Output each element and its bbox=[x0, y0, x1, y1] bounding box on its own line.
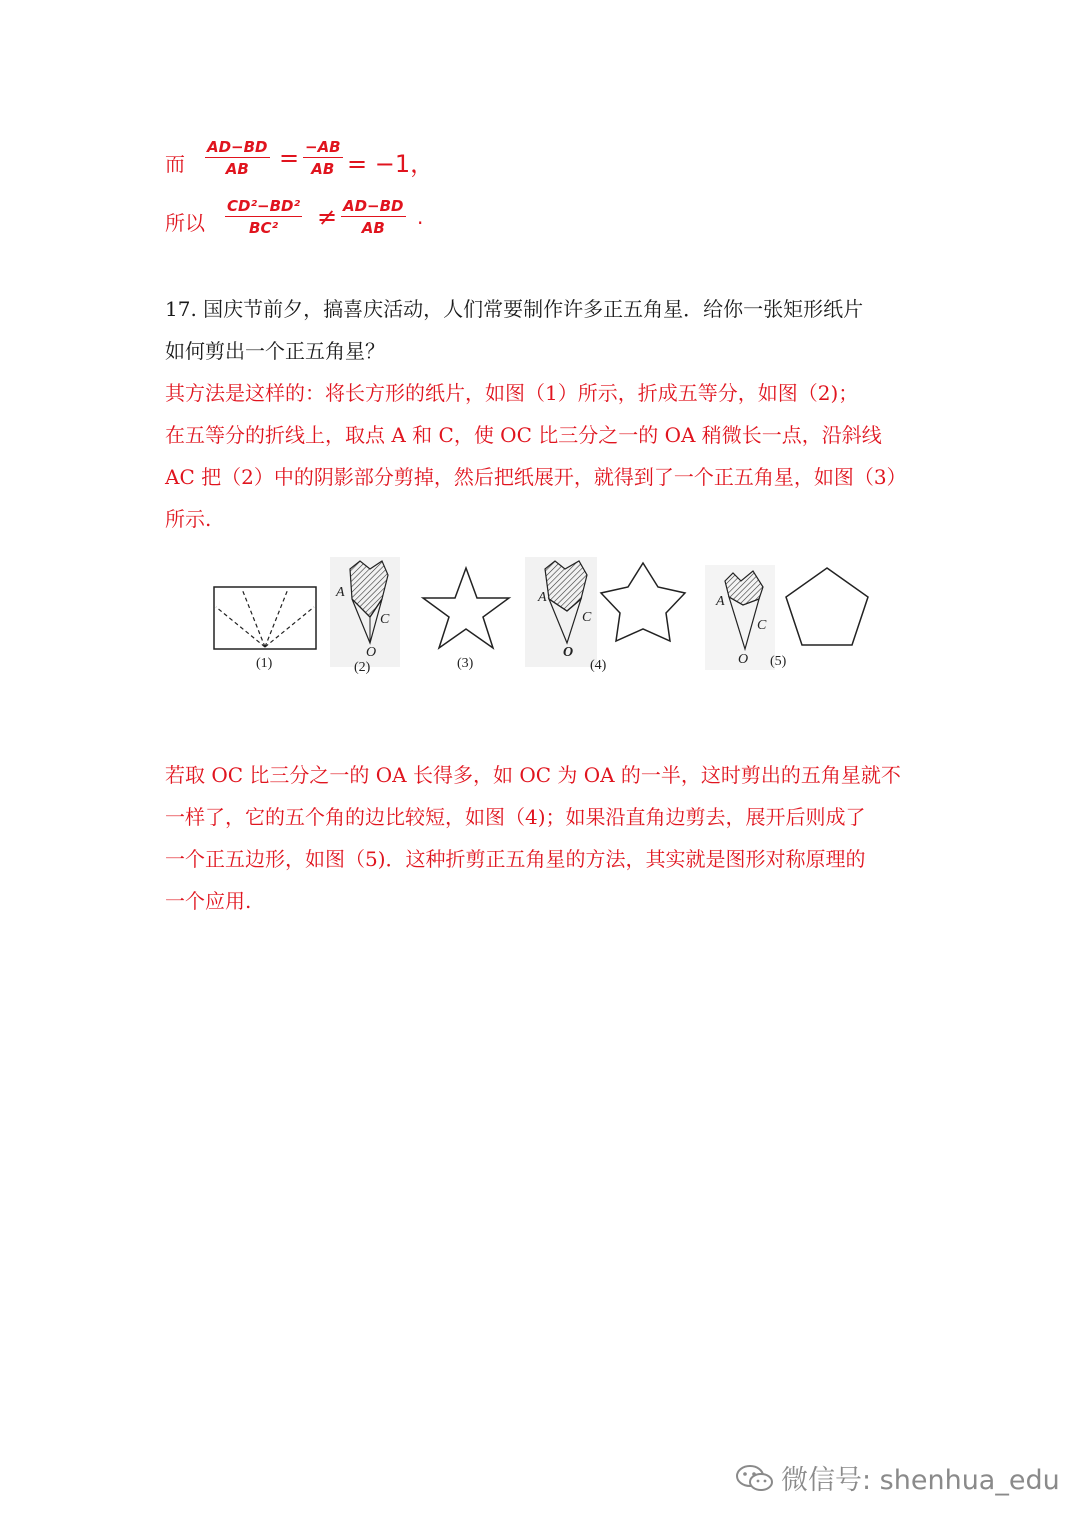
numerator: −AB bbox=[305, 138, 341, 156]
point-c-label: C bbox=[380, 612, 390, 627]
point-o-label: O bbox=[563, 645, 574, 660]
answer-paragraph-1 bbox=[165, 372, 925, 540]
figure-2-label: (2) bbox=[354, 660, 371, 675]
numerator: CD²−BD² bbox=[227, 197, 301, 215]
point-a-label: A bbox=[538, 590, 547, 605]
point-o-label: O bbox=[366, 645, 377, 660]
answer-2-line: 若取 OC 比三分之一的 OA 长得多，如 OC 为 OA 的一半，这时剪出的五角星就不 bbox=[165, 763, 901, 787]
answer-2-line: 一个正五边形，如图（5)．这种折剪正五角星的方法，其实就是图形对称原理的 bbox=[165, 847, 866, 871]
answer-1-line: 其方法是这样的：将长方形的纸片，如图（1）所示，折成五等分，如图（2)； bbox=[165, 381, 859, 405]
star-outline bbox=[423, 568, 509, 648]
formula-1-rhs: = −1， bbox=[347, 150, 435, 178]
denominator: AB bbox=[225, 160, 249, 178]
question-line-2: 如何剪出一个正五角星？ bbox=[165, 339, 385, 363]
numerator: AD−BD bbox=[207, 138, 268, 156]
point-a-label: A bbox=[336, 585, 345, 600]
point-c-label: C bbox=[757, 618, 767, 633]
point-a-label: A bbox=[716, 594, 725, 609]
formula-2-prefix: 所以 bbox=[165, 211, 205, 235]
point-c-label: C bbox=[582, 610, 592, 625]
answer-1-line: 所示. bbox=[165, 507, 212, 531]
formula-2-fraction-2 bbox=[341, 196, 406, 239]
figure-1-folded-rectangle bbox=[212, 585, 318, 653]
formula-1-prefix: 而 bbox=[165, 152, 185, 176]
numerator: AD−BD bbox=[343, 197, 404, 215]
formula-2-period: . bbox=[417, 205, 424, 229]
question-line-1 bbox=[165, 288, 925, 330]
figure-5-pentagon bbox=[782, 565, 872, 649]
watermark bbox=[735, 1458, 1060, 1497]
answer-1-line: AC 把（2）中的阴影部分剪掉，然后把纸展开，就得到了一个正五角星，如图（3） bbox=[165, 465, 907, 489]
formula-1-fraction-1 bbox=[205, 137, 270, 180]
answer-1-line: 在五等分的折线上，取点 A 和 C，使 OC 比三分之一的 OA 稍微长一点，沿斜线 bbox=[165, 423, 882, 447]
dashed-fold-lines bbox=[216, 589, 314, 647]
figure-5-label: (5) bbox=[770, 654, 787, 669]
figure-1-label: (1) bbox=[256, 656, 273, 671]
watermark-text: 微信号: shenhua_edu bbox=[781, 1465, 1060, 1496]
question-17 bbox=[165, 288, 925, 372]
denominator: AB bbox=[311, 160, 335, 178]
figure-3-star bbox=[420, 565, 512, 651]
question-text-1: 国庆节前夕，搞喜庆活动，人们常要制作许多正五角星．给你一张矩形纸片 bbox=[203, 297, 864, 321]
question-number: 17. bbox=[165, 297, 197, 321]
denominator: AB bbox=[361, 219, 385, 237]
figure-2-folded-paper bbox=[330, 557, 400, 667]
answer-2-line: 一样了，它的五个角的边比较短，如图（4)；如果沿直角边剪去，展开后则成了 bbox=[165, 805, 866, 829]
wechat-icon bbox=[735, 1463, 775, 1493]
figure-3-label: (3) bbox=[457, 656, 474, 671]
answer-paragraph-2 bbox=[165, 754, 925, 922]
formula-1-fraction-2 bbox=[303, 137, 343, 180]
pentagon-outline bbox=[786, 568, 868, 645]
point-o-label: O bbox=[738, 652, 749, 667]
figure-4-star bbox=[598, 560, 688, 644]
figure-4-label: (4) bbox=[590, 658, 607, 673]
denominator: BC² bbox=[249, 219, 279, 237]
star-outline bbox=[601, 563, 685, 641]
answer-2-line: 一个应用. bbox=[165, 889, 252, 913]
formula-2-fraction-1 bbox=[225, 196, 302, 239]
not-equal-sign: ≠ bbox=[317, 203, 338, 231]
equals-sign: = bbox=[279, 144, 300, 172]
